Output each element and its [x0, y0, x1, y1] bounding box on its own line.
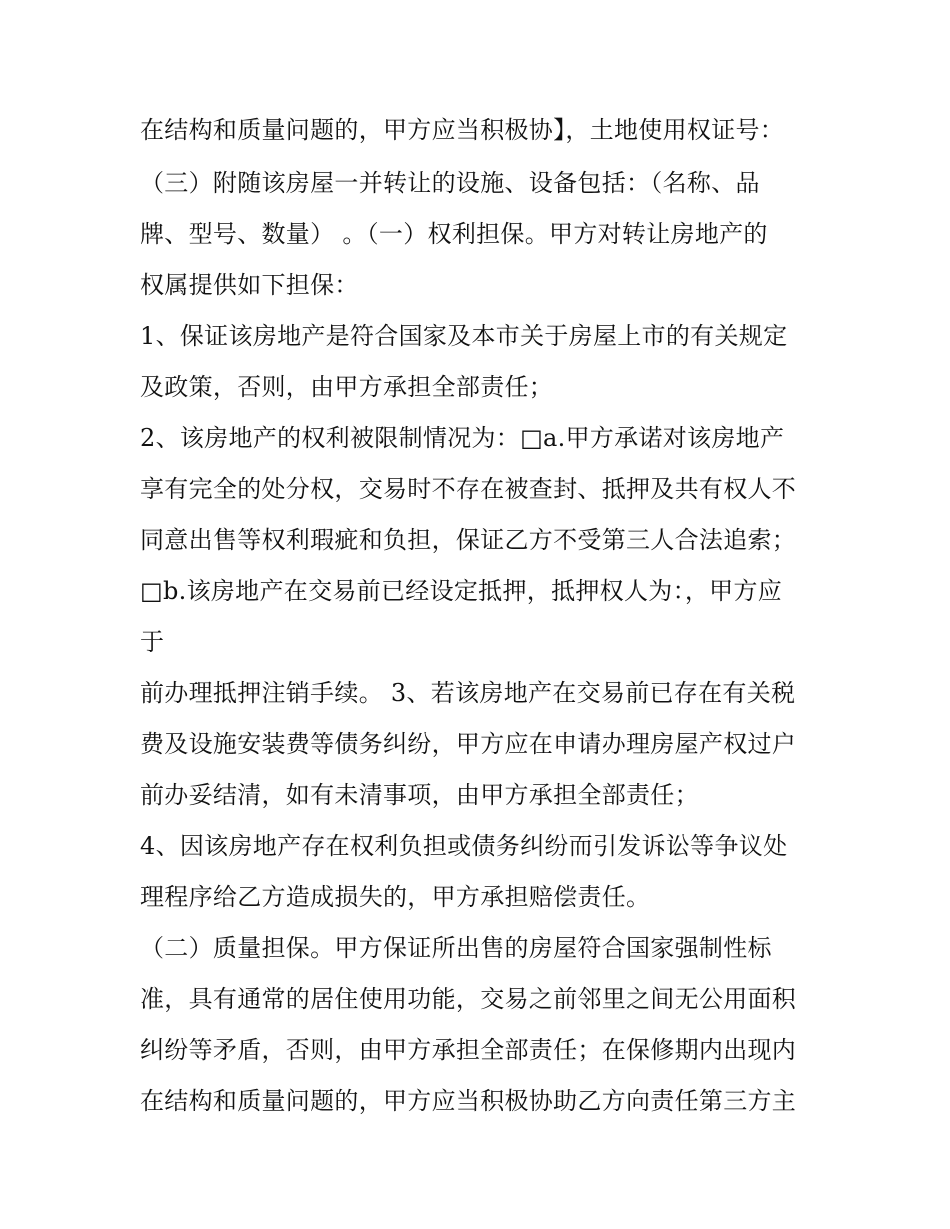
text-line: 费及设施安装费等债务纠纷，甲方应在申请办理房屋产权过户 [140, 730, 797, 758]
text-line: 前办妥结清，如有未清事项，由甲方承担全部责任； [140, 781, 699, 809]
text-line: （二）质量担保。甲方保证所出售的房屋符合国家强制性标 [140, 934, 772, 962]
text-line: 权属提供如下担保： [140, 271, 359, 299]
text-line: 纠纷等矛盾，否则，由甲方承担全部责任；在保修期内出现内 [140, 1036, 797, 1064]
text-line: 理程序给乙方造成损失的，甲方承担赔偿责任。 [140, 883, 651, 911]
text-line: 准，具有通常的居住使用功能，交易之前邻里之间无公用面积 [140, 985, 797, 1013]
text-line: 1、保证该房地产是符合国家及本市关于房屋上市的有关规定 [140, 322, 788, 350]
text-line: 于 [140, 628, 165, 656]
text-line: （三）附随该房屋一并转让的设施、设备包括：（名称、品 [140, 169, 760, 197]
text-line: 及政策，否则，由甲方承担全部责任； [140, 373, 554, 401]
text-line: 在结构和质量问题的，甲方应当积极协助乙方向责任第三方主 [140, 1087, 797, 1115]
text-line: 2、该房地产的权利被限制情况为：□a.甲方承诺对该房地产 [140, 424, 785, 452]
text-line: 在结构和质量问题的，甲方应当积极协】，土地使用权证号： [140, 116, 785, 144]
text-line: □b.该房地产在交易前已经设定抵押，抵押权人为：，甲方应 [140, 577, 783, 605]
text-line: 4、因该房地产存在权利负担或债务纠纷而引发诉讼等争议处 [140, 832, 788, 860]
text-line: 享有完全的处分权，交易时不存在被查封、抵押及共有权人不 [140, 475, 797, 503]
text-line: 前办理抵押注销手续。 3、若该房地产在交易前已存在有关税 [140, 679, 796, 707]
text-line: 牌、型号、数量） 。（一）权利担保。甲方对转让房地产的 [140, 220, 768, 248]
text-line: 同意出售等权利瑕疵和负担，保证乙方不受第三人合法追索； [140, 526, 797, 554]
